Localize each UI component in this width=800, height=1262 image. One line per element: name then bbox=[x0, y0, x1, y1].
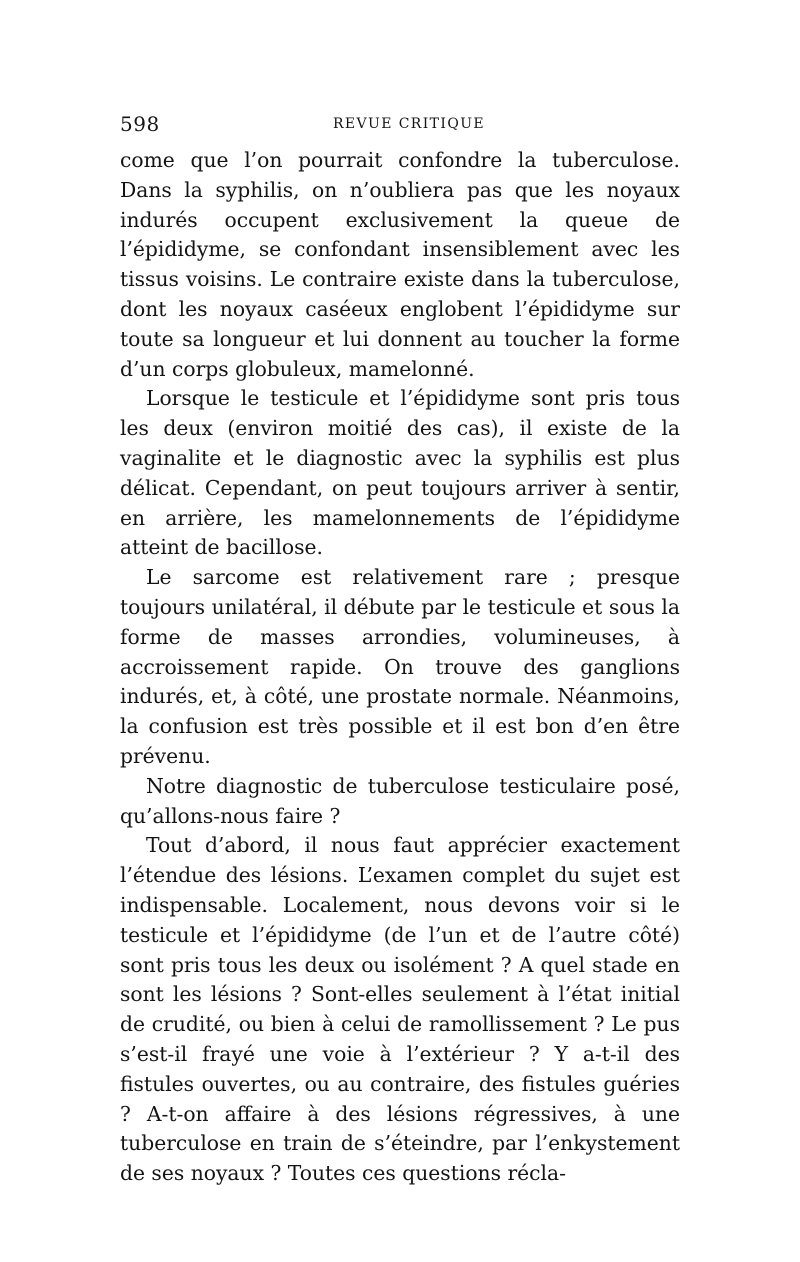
running-title: REVUE CRITIQUE bbox=[332, 116, 486, 132]
running-head bbox=[120, 112, 680, 136]
page-number: 598 bbox=[120, 112, 160, 136]
paragraph-2: Lorsque le testicule et l’épididyme sont pris tous les deux (environ moitié des cas), il existe de la vaginalite et le diagnostic avec la syphilis est plus délicat. Cependant, on peut toujours arriver à sentir, en arrière, les mamelonnements de l’épididyme atteint de bacillose. bbox=[120, 386, 680, 560]
paragraph-1: come que l’on pourrait confondre la tuberculose. Dans la syphilis, on n’oubliera pas que les noyaux indurés occupent exclusivement la queue de l’épididyme, se confondant insensiblement avec les tissus voisins. Le contraire existe dans la tuberculose, dont les noyaux caséeux englobent l’épididyme sur toute sa longueur et lui donnent au toucher la forme d’un corps globuleux, mamelonné. bbox=[120, 148, 680, 381]
paragraph-5: Tout d’abord, il nous faut apprécier exactement l’étendue des lésions. L’examen complet du sujet est indispensable. Localement, nous devons voir si le testicule et l’épididyme (de l’un et de l’autre côté) sont pris tous les deux ou isolément ? A quel stade en sont les lésions ? Sont-elles seulement à l’état initial de crudité, ou bien à celui de ramollissement ? Le pus s’est-il frayé une voie à l’extérieur ? Y a-t-il des fistules ouvertes, ou au contraire, des fistules guéries ? A-t-on affaire à des lésions régressives, à une tuberculose en train de s’éteindre, par l’enkystement de ses noyaux ? Toutes ces questions récla- bbox=[120, 833, 680, 1186]
paragraph-3: Le sarcome est relativement rare ; presque toujours unilatéral, il débute par le testicule et sous la forme de masses arrondies, volumineuses, à accroissement rapide. On trouve des ganglions indurés, et, à côté, une prostate normale. Néanmoins, la confusion est très possible et il est bon d’en être prévenu. bbox=[120, 565, 680, 768]
paragraph-4: Notre diagnostic de tuberculose testiculaire posé, qu’allons-nous faire ? bbox=[120, 773, 680, 828]
body-text bbox=[120, 146, 680, 1189]
